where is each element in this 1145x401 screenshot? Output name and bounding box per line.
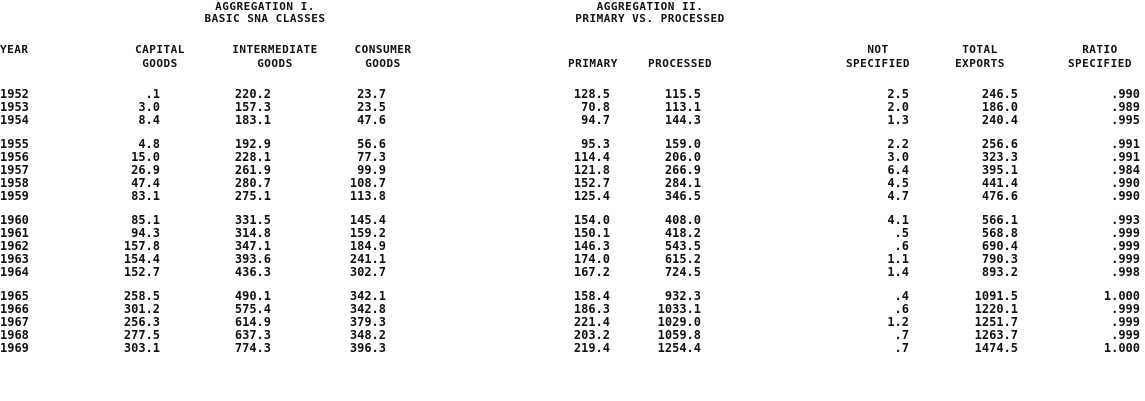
table-cell-total-exports: 186.0: [981, 100, 1018, 114]
table-cell-year: 1963: [0, 252, 29, 266]
table-cell-year: 1956: [0, 150, 29, 164]
header-processed: PROCESSED: [648, 57, 713, 70]
table-cell-primary: 152.7: [573, 176, 610, 190]
table-cell-processed: 1029.0: [657, 315, 701, 329]
header-primary: PRIMARY: [568, 57, 618, 70]
table-cell-ratio-specified: .984: [1111, 163, 1140, 177]
table-cell-ratio-specified: .995: [1111, 113, 1140, 127]
table-cell-consumer-goods: 342.8: [349, 302, 386, 316]
table-cell-year: 1960: [0, 213, 29, 227]
table-cell-not-specified: .6: [894, 302, 909, 316]
table-cell-total-exports: 566.1: [981, 213, 1018, 227]
table-cell-not-specified: 2.5: [887, 87, 909, 101]
table-cell-total-exports: 476.6: [981, 189, 1018, 203]
aggregation-2-line2: PRIMARY VS. PROCESSED: [575, 12, 725, 25]
table-cell-not-specified: 1.2: [887, 315, 909, 329]
header-capital-line1: CAPITAL: [135, 43, 185, 56]
table-cell-capital-goods: 256.3: [123, 315, 160, 329]
aggregation-1-title: [190, 1, 340, 25]
table-cell-total-exports: 1220.1: [974, 302, 1018, 316]
aggregation-2-title: [545, 1, 755, 25]
table-cell-not-specified: .7: [894, 341, 909, 355]
table-cell-processed: 543.5: [664, 239, 701, 253]
table-cell-ratio-specified: 1.000: [1103, 341, 1140, 355]
table-cell-intermediate-goods: 393.6: [234, 252, 271, 266]
table-cell-year: 1953: [0, 100, 29, 114]
table-cell-processed: 1033.1: [657, 302, 701, 316]
table-cell-not-specified: 3.0: [887, 150, 909, 164]
table-cell-primary: 114.4: [573, 150, 610, 164]
table-cell-intermediate-goods: 280.7: [234, 176, 271, 190]
table-cell-processed: 418.2: [664, 226, 701, 240]
table-cell-consumer-goods: 379.3: [349, 315, 386, 329]
table-cell-capital-goods: 157.8: [123, 239, 160, 253]
table-cell-total-exports: 1251.7: [974, 315, 1018, 329]
table-cell-ratio-specified: .999: [1111, 302, 1140, 316]
table-cell-consumer-goods: 77.3: [357, 150, 386, 164]
header-consumer-line1: CONSUMER: [354, 43, 412, 56]
table-cell-capital-goods: 94.3: [131, 226, 160, 240]
table-cell-processed: 615.2: [664, 252, 701, 266]
table-cell-intermediate-goods: 575.4: [234, 302, 271, 316]
table-cell-primary: 121.8: [573, 163, 610, 177]
table-cell-total-exports: 441.4: [981, 176, 1018, 190]
table-cell-not-specified: 4.5: [887, 176, 909, 190]
table-cell-year: 1968: [0, 328, 29, 342]
table-cell-not-specified: .4: [894, 289, 909, 303]
table-cell-intermediate-goods: 183.1: [234, 113, 271, 127]
table-cell-primary: 154.0: [573, 213, 610, 227]
table-cell-capital-goods: 303.1: [123, 341, 160, 355]
table-cell-not-specified: 2.2: [887, 137, 909, 151]
table-cell-capital-goods: 8.4: [138, 113, 160, 127]
table-cell-processed: 144.3: [664, 113, 701, 127]
table-cell-capital-goods: 277.5: [123, 328, 160, 342]
table-cell-consumer-goods: 342.1: [349, 289, 386, 303]
table-cell-intermediate-goods: 614.9: [234, 315, 271, 329]
table-cell-not-specified: .5: [894, 226, 909, 240]
header-consumer-goods: [340, 43, 426, 71]
table-cell-intermediate-goods: 220.2: [234, 87, 271, 101]
table-cell-ratio-specified: .999: [1111, 252, 1140, 266]
header-capital-line2: GOODS: [142, 57, 178, 70]
aggregation-1-line1: AGGREGATION I.: [215, 0, 315, 13]
table-cell-primary: 203.2: [573, 328, 610, 342]
table-cell-year: 1967: [0, 315, 29, 329]
table-cell-ratio-specified: .998: [1111, 265, 1140, 279]
table-cell-intermediate-goods: 314.8: [234, 226, 271, 240]
table-cell-primary: 70.8: [581, 100, 610, 114]
table-cell-consumer-goods: 99.9: [357, 163, 386, 177]
header-ratio-line2: SPECIFIED: [1067, 57, 1133, 70]
table-cell-capital-goods: 85.1: [131, 213, 160, 227]
table-cell-processed: 932.3: [664, 289, 701, 303]
table-cell-consumer-goods: 113.8: [349, 189, 386, 203]
table-cell-ratio-specified: .991: [1111, 137, 1140, 151]
table-cell-processed: 159.0: [664, 137, 701, 151]
table-cell-intermediate-goods: 192.9: [234, 137, 271, 151]
header-year: YEAR: [0, 43, 29, 56]
table-cell-primary: 125.4: [573, 189, 610, 203]
table-cell-year: 1957: [0, 163, 29, 177]
aggregation-1-line2: BASIC SNA CLASSES: [204, 12, 326, 25]
table-cell-year: 1965: [0, 289, 29, 303]
table-cell-not-specified: 1.1: [887, 252, 909, 266]
header-total-exports: [938, 43, 1022, 71]
table-cell-capital-goods: 26.9: [131, 163, 160, 177]
header-notspec-line2: SPECIFIED: [845, 57, 911, 70]
table-cell-intermediate-goods: 261.9: [234, 163, 271, 177]
table-cell-intermediate-goods: 637.3: [234, 328, 271, 342]
table-cell-primary: 158.4: [573, 289, 610, 303]
table-cell-year: 1958: [0, 176, 29, 190]
table-cell-ratio-specified: .990: [1111, 176, 1140, 190]
table-cell-capital-goods: 4.8: [138, 137, 160, 151]
table-cell-intermediate-goods: 331.5: [234, 213, 271, 227]
table-cell-total-exports: 323.3: [981, 150, 1018, 164]
table-cell-processed: 266.9: [664, 163, 701, 177]
table-cell-ratio-specified: .993: [1111, 213, 1140, 227]
table-cell-processed: 115.5: [664, 87, 701, 101]
table-cell-year: 1966: [0, 302, 29, 316]
table-cell-year: 1959: [0, 189, 29, 203]
table-cell-not-specified: 4.7: [887, 189, 909, 203]
table-cell-capital-goods: 154.4: [123, 252, 160, 266]
table-cell-not-specified: 6.4: [887, 163, 909, 177]
table-cell-ratio-specified: .999: [1111, 226, 1140, 240]
table-cell-ratio-specified: .999: [1111, 328, 1140, 342]
table-cell-intermediate-goods: 275.1: [234, 189, 271, 203]
table-cell-capital-goods: .1: [145, 87, 160, 101]
table-cell-consumer-goods: 145.4: [349, 213, 386, 227]
table-cell-capital-goods: 83.1: [131, 189, 160, 203]
table-cell-total-exports: 790.3: [981, 252, 1018, 266]
table-cell-intermediate-goods: 436.3: [234, 265, 271, 279]
header-total-line1: TOTAL: [962, 43, 998, 56]
header-intermediate-line2: GOODS: [257, 57, 293, 70]
table-cell-capital-goods: 301.2: [123, 302, 160, 316]
table-cell-not-specified: .7: [894, 328, 909, 342]
header-not-specified: [830, 43, 926, 71]
table-cell-consumer-goods: 348.2: [349, 328, 386, 342]
header-capital-goods: [120, 43, 200, 71]
table-cell-ratio-specified: .990: [1111, 87, 1140, 101]
aggregation-2-line1: AGGREGATION II.: [596, 0, 704, 13]
table-cell-total-exports: 395.1: [981, 163, 1018, 177]
table-cell-total-exports: 1091.5: [974, 289, 1018, 303]
table-cell-primary: 150.1: [573, 226, 610, 240]
table-cell-capital-goods: 152.7: [123, 265, 160, 279]
table-cell-capital-goods: 258.5: [123, 289, 160, 303]
table-cell-ratio-specified: 1.000: [1103, 289, 1140, 303]
table-cell-year: 1969: [0, 341, 29, 355]
table-cell-consumer-goods: 23.7: [357, 87, 386, 101]
header-ratio-specified: [1055, 43, 1145, 71]
table-cell-not-specified: 4.1: [887, 213, 909, 227]
table-cell-total-exports: 246.5: [981, 87, 1018, 101]
table-cell-total-exports: 240.4: [981, 113, 1018, 127]
table-cell-ratio-specified: .989: [1111, 100, 1140, 114]
table-cell-consumer-goods: 241.1: [349, 252, 386, 266]
table-cell-processed: 113.1: [664, 100, 701, 114]
table-cell-intermediate-goods: 347.1: [234, 239, 271, 253]
table-cell-total-exports: 1263.7: [974, 328, 1018, 342]
table-cell-consumer-goods: 302.7: [349, 265, 386, 279]
header-consumer-line2: GOODS: [365, 57, 401, 70]
table-cell-primary: 219.4: [573, 341, 610, 355]
table-cell-primary: 186.3: [573, 302, 610, 316]
table-cell-year: 1961: [0, 226, 29, 240]
table-cell-intermediate-goods: 774.3: [234, 341, 271, 355]
table-cell-primary: 94.7: [581, 113, 610, 127]
table-cell-primary: 167.2: [573, 265, 610, 279]
table-cell-consumer-goods: 184.9: [349, 239, 386, 253]
table-cell-ratio-specified: .990: [1111, 189, 1140, 203]
table-cell-year: 1964: [0, 265, 29, 279]
table-cell-capital-goods: 47.4: [131, 176, 160, 190]
table-cell-intermediate-goods: 228.1: [234, 150, 271, 164]
table-cell-not-specified: 2.0: [887, 100, 909, 114]
table-cell-consumer-goods: 108.7: [349, 176, 386, 190]
header-total-line2: EXPORTS: [955, 57, 1005, 70]
table-cell-not-specified: 1.3: [887, 113, 909, 127]
table-cell-processed: 724.5: [664, 265, 701, 279]
table-cell-consumer-goods: 47.6: [357, 113, 386, 127]
table-cell-total-exports: 893.2: [981, 265, 1018, 279]
table-cell-processed: 408.0: [664, 213, 701, 227]
header-intermediate-line1: INTERMEDIATE: [232, 43, 318, 56]
table-cell-processed: 1059.8: [657, 328, 701, 342]
table-cell-capital-goods: 3.0: [138, 100, 160, 114]
table-cell-total-exports: 568.8: [981, 226, 1018, 240]
table-cell-capital-goods: 15.0: [131, 150, 160, 164]
table-cell-not-specified: 1.4: [887, 265, 909, 279]
table-cell-consumer-goods: 56.6: [357, 137, 386, 151]
table-cell-year: 1954: [0, 113, 29, 127]
table-cell-year: 1962: [0, 239, 29, 253]
table-cell-intermediate-goods: 490.1: [234, 289, 271, 303]
table-cell-primary: 146.3: [573, 239, 610, 253]
table-cell-consumer-goods: 396.3: [349, 341, 386, 355]
table-cell-processed: 346.5: [664, 189, 701, 203]
table-cell-processed: 1254.4: [657, 341, 701, 355]
table-cell-ratio-specified: .999: [1111, 239, 1140, 253]
table-cell-processed: 206.0: [664, 150, 701, 164]
table-cell-ratio-specified: .991: [1111, 150, 1140, 164]
table-cell-processed: 284.1: [664, 176, 701, 190]
table-cell-primary: 95.3: [581, 137, 610, 151]
table-cell-total-exports: 1474.5: [974, 341, 1018, 355]
header-notspec-line1: NOT: [867, 43, 889, 56]
table-cell-primary: 174.0: [573, 252, 610, 266]
table-cell-total-exports: 690.4: [981, 239, 1018, 253]
table-cell-primary: 128.5: [573, 87, 610, 101]
table-cell-ratio-specified: .999: [1111, 315, 1140, 329]
table-cell-year: 1952: [0, 87, 29, 101]
table-cell-primary: 221.4: [573, 315, 610, 329]
table-cell-not-specified: .6: [894, 239, 909, 253]
table-cell-year: 1955: [0, 137, 29, 151]
header-intermediate-goods: [215, 43, 335, 71]
header-ratio-line1: RATIO: [1082, 43, 1118, 56]
table-cell-consumer-goods: 159.2: [349, 226, 386, 240]
table-cell-consumer-goods: 23.5: [357, 100, 386, 114]
table-cell-total-exports: 256.6: [981, 137, 1018, 151]
table-cell-intermediate-goods: 157.3: [234, 100, 271, 114]
